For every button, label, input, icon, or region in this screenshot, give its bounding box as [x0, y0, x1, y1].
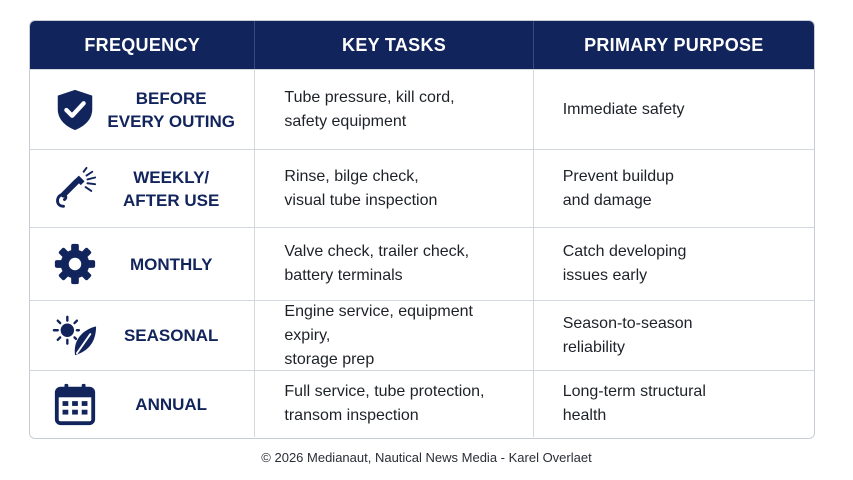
hose-spray-icon — [50, 164, 100, 214]
frequency-label: MONTHLY — [129, 254, 213, 274]
key-tasks-cell: Full service, tube protection, transom inspection — [255, 371, 533, 437]
header-key-tasks: KEY TASKS — [255, 21, 533, 69]
table-row — [30, 227, 814, 300]
frequency-label: ANNUAL — [135, 394, 208, 414]
frequency-cell — [30, 70, 255, 149]
key-tasks-cell: Valve check, trailer check, battery terminals — [255, 228, 533, 300]
key-tasks-cell: Engine service, equipment expiry, storage prep — [255, 301, 533, 370]
purpose-cell: Catch developing issues early — [562, 243, 687, 284]
table-row — [30, 149, 814, 227]
header-frequency: FREQUENCY — [30, 21, 255, 69]
sun-leaf-icon — [50, 311, 100, 361]
frequency-label: WEEKLY/ AFTER USE — [123, 167, 220, 210]
gear-icon — [50, 239, 100, 289]
frequency-cell — [30, 228, 255, 300]
table-row — [30, 69, 814, 149]
table-row — [30, 300, 814, 370]
copyright-footer: © 2026 Medianaut, Nautical News Media - Karel Overlaet — [261, 450, 592, 465]
frequency-cell — [30, 371, 255, 437]
frequency-cell — [30, 301, 255, 370]
table-header — [30, 21, 814, 69]
maintenance-schedule-table — [29, 20, 815, 439]
table-row — [30, 370, 814, 437]
frequency-cell — [30, 150, 255, 227]
key-tasks-cell: Tube pressure, kill cord, safety equipment — [255, 70, 533, 149]
purpose-cell: Long-term structural health — [562, 383, 706, 424]
frequency-label: SEASONAL — [123, 326, 219, 345]
purpose-cell: Immediate safety — [562, 100, 685, 118]
key-tasks-cell: Rinse, bilge check, visual tube inspection — [255, 150, 533, 227]
purpose-cell: Prevent buildup and damage — [562, 167, 674, 209]
frequency-label: BEFORE EVERY OUTING — [107, 88, 235, 131]
calendar-icon — [50, 379, 100, 429]
shield-check-icon — [50, 85, 100, 135]
purpose-cell: Season-to-season reliability — [562, 314, 693, 356]
header-primary-purpose: PRIMARY PURPOSE — [584, 34, 764, 55]
